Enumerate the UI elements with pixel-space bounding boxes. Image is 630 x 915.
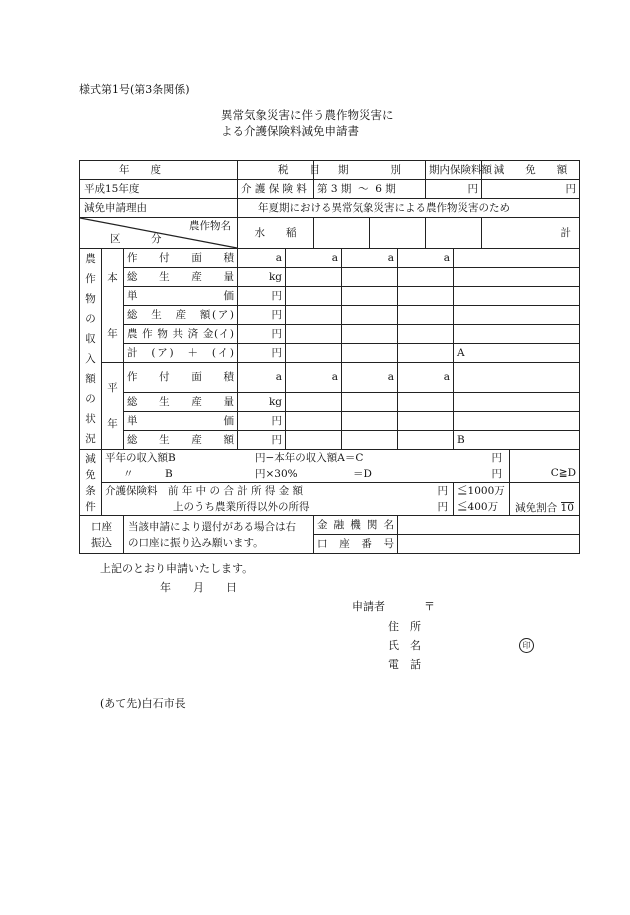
row-label-unit-price: 単 価 [124, 412, 238, 431]
formula-c-unit: 円 [491, 452, 503, 464]
unit-cell[interactable]: 円 [238, 306, 286, 325]
formula-c: 円−本年の収入額A＝C [255, 452, 364, 464]
period-cell[interactable] [314, 180, 426, 199]
value-cell[interactable] [342, 268, 398, 287]
value-cell[interactable] [342, 306, 398, 325]
unit-cell[interactable]: 円 [238, 412, 286, 431]
transfer-label-2: 振込 [91, 536, 112, 549]
reason-row [80, 199, 580, 218]
value-cell[interactable] [286, 431, 342, 450]
tax-item: 介 護 保 険 料 [241, 182, 307, 195]
this-year-sum-row [80, 344, 580, 363]
phone-label: 電 話 [388, 658, 421, 671]
limit-1000: ≦1000万 [457, 485, 505, 497]
reason-label: 減免申請理由 [80, 199, 238, 218]
value-cell[interactable] [342, 431, 398, 450]
this-year-mutual-aid-row [80, 325, 580, 344]
reason-text[interactable]: 年夏期における異常気象災害による農作物災害のため [238, 199, 580, 218]
value-cell[interactable] [398, 412, 454, 431]
reduction-application-table [79, 160, 580, 554]
normal-year-unit-price-row [80, 412, 580, 431]
side-char: 収 [85, 333, 96, 345]
value-cell[interactable] [342, 344, 398, 363]
value-cell[interactable] [398, 268, 454, 287]
conditions-char: 件 [85, 500, 96, 513]
total-cell[interactable] [454, 363, 580, 393]
col-header-period-amount: 期内保険料額 [426, 161, 482, 180]
transfer-label-1: 口座 [91, 520, 112, 533]
fiscal-row [80, 180, 580, 199]
row-label-total-production: 総 生 産 額 [124, 431, 238, 450]
row-label-area: 作 付 面 積 [124, 363, 238, 393]
form-number: 様式第1号(第3条関係) [79, 83, 190, 96]
condition-row-1 [80, 450, 580, 483]
fiscal-year-cell[interactable] [80, 180, 238, 199]
period-from: 第 3 期 [317, 182, 352, 195]
mark-b: B [457, 433, 465, 446]
total-income-unit: 円 [437, 485, 449, 497]
this-year-char: 本 [107, 271, 118, 284]
value-cell[interactable] [398, 393, 454, 412]
crop-category-diagonal-cell [80, 218, 238, 249]
value-cell[interactable] [286, 393, 342, 412]
period-amount-unit: 円 [467, 182, 479, 195]
unit-cell[interactable]: 円 [238, 287, 286, 306]
income-line-2 [105, 499, 450, 515]
row-label-unit-price: 単 価 [124, 287, 238, 306]
col-header-tax: 税 目 [238, 161, 314, 180]
conditions-label [80, 450, 102, 516]
row-label-production: 総 生 産 量 [124, 268, 238, 287]
condition-line-2 [105, 466, 506, 482]
account-number-label: 口 座 番 号 [314, 535, 398, 554]
col-header-reduction: 減 免 額 [482, 161, 580, 180]
unit-cell[interactable]: 円 [238, 325, 286, 344]
unit-cell[interactable]: a [398, 363, 454, 393]
value-cell[interactable] [342, 287, 398, 306]
total-income-label: 介護保険料 前 年 中 の 合 計 所 得 金 額 [105, 485, 304, 497]
total-cell[interactable] [454, 412, 580, 431]
total-header: 計 [482, 218, 580, 249]
normal-year-label [102, 363, 124, 450]
total-cell[interactable] [454, 306, 580, 325]
row-label-mutual-aid: 農 作 物 共 済 金(イ) [124, 325, 238, 344]
ditto-b: 〃 B [123, 468, 173, 480]
form-title-line1: 異常気象災害に伴う農作物災害に [221, 108, 394, 122]
category-header: 区 分 [110, 233, 172, 245]
side-char: の [85, 393, 96, 405]
income-line-1 [105, 483, 450, 499]
reduction-amount-cell[interactable] [482, 180, 580, 199]
addressee: (あて先)白石市長 [100, 697, 186, 710]
value-cell[interactable] [286, 412, 342, 431]
value-cell[interactable] [286, 306, 342, 325]
postal-mark: 〒 [424, 600, 435, 613]
unit-cell[interactable]: 円 [238, 344, 286, 363]
crop-header-row [80, 218, 580, 249]
row-label-area: 作 付 面 積 [124, 249, 238, 268]
formula-d: ＝D [353, 468, 372, 480]
conditions-char: 減 [85, 452, 96, 465]
side-char: 額 [85, 373, 96, 385]
row-label-sum: 計 (ア) ＋ (イ) [124, 344, 238, 363]
period-amount-cell[interactable] [426, 180, 482, 199]
normal-year-area-row [80, 363, 580, 393]
this-year-label [102, 249, 124, 363]
total-cell[interactable] [454, 268, 580, 287]
fiscal-year: 平成15年度 [84, 182, 140, 195]
normal-year-char: 年 [107, 418, 118, 430]
total-b-cell[interactable] [454, 431, 580, 450]
income-cell[interactable] [102, 483, 454, 516]
this-year-production-value-row [80, 306, 580, 325]
non-farm-income-unit: 円 [437, 501, 449, 513]
application-statement: 上記のとおり申請いたします。 [100, 562, 254, 575]
normal-income-b: 平年の収入額B [105, 452, 176, 464]
mark-a: A [457, 346, 465, 359]
side-char: 作 [85, 273, 96, 285]
transfer-text-1: 当該申請により還付がある場合は右 [128, 520, 296, 533]
normal-year-char: 平 [107, 382, 118, 394]
seal-icon: 印 [519, 638, 534, 653]
value-cell[interactable] [398, 287, 454, 306]
crop-name-header: 農作物名 [189, 220, 232, 232]
total-cell[interactable] [454, 249, 580, 268]
transfer-text-2: の口座に振り込み願います。 [128, 536, 264, 549]
crop-col-3[interactable] [370, 218, 426, 249]
crop-rice: 水 稲 [238, 218, 314, 249]
header-row [80, 161, 580, 180]
unit-cell[interactable]: a [286, 363, 342, 393]
unit-cell[interactable]: 円 [238, 431, 286, 450]
period-separator: 〜 [358, 182, 369, 195]
side-char: 物 [85, 293, 96, 305]
unit-cell[interactable]: kg [238, 268, 286, 287]
crop-col-2[interactable] [314, 218, 370, 249]
row-label-production: 総 生 産 量 [124, 393, 238, 412]
col-header-year: 年 度 [80, 161, 238, 180]
value-cell[interactable] [398, 325, 454, 344]
unit-cell[interactable]: a [286, 249, 342, 268]
conditions-char: 免 [85, 468, 96, 481]
value-cell[interactable] [342, 393, 398, 412]
period-to: 6 期 [375, 182, 396, 195]
this-year-unit-price-row [80, 287, 580, 306]
application-date[interactable]: 年 月 日 [160, 581, 237, 594]
unit-cell[interactable]: kg [238, 393, 286, 412]
transfer-row-1 [80, 516, 580, 535]
value-cell[interactable] [398, 431, 454, 450]
formula-30pct: 円×30% [255, 468, 298, 480]
non-farm-income-label: 上のうち農業所得以外の所得 [173, 501, 310, 513]
side-label-crop-income [80, 249, 102, 450]
unit-cell[interactable]: a [342, 249, 398, 268]
side-char: 農 [85, 253, 96, 265]
ratio-fraction [561, 494, 574, 513]
unit-cell[interactable]: a [342, 363, 398, 393]
side-char: の [85, 313, 96, 325]
side-char: 入 [85, 353, 96, 365]
this-year-char: 年 [107, 327, 118, 340]
this-year-area-row [80, 249, 580, 268]
value-cell[interactable] [286, 268, 342, 287]
condition-c-ge-d: C≧D [510, 450, 580, 483]
value-cell[interactable] [342, 412, 398, 431]
condition-line-1 [105, 450, 506, 466]
side-char: 況 [85, 433, 96, 445]
normal-year-total-row [80, 431, 580, 450]
limit-400: ≦400万 [457, 501, 499, 513]
unit-cell[interactable]: a [398, 249, 454, 268]
row-label-production-value: 総 生 産 額(ア) [124, 306, 238, 325]
value-cell[interactable] [398, 306, 454, 325]
seal-mark [519, 638, 534, 653]
ratio-cell[interactable] [510, 483, 580, 516]
this-year-production-row [80, 268, 580, 287]
ratio-denominator: 10 [560, 502, 574, 514]
unit-cell[interactable]: a [238, 249, 286, 268]
col-header-period: 期 別 [314, 161, 426, 180]
tax-item-cell [238, 180, 314, 199]
ratio-label: 減免割合 [515, 502, 558, 514]
side-char: 状 [85, 413, 96, 425]
bank-name-field[interactable] [398, 516, 580, 535]
value-cell[interactable] [286, 344, 342, 363]
limit-cell [454, 483, 510, 516]
value-cell[interactable] [342, 325, 398, 344]
name-label: 氏 名 [388, 639, 421, 652]
total-a-cell[interactable] [454, 344, 580, 363]
unit-cell[interactable]: a [238, 363, 286, 393]
transfer-label [80, 516, 124, 554]
formula-d-unit: 円 [491, 468, 503, 480]
value-cell[interactable] [286, 325, 342, 344]
condition-row-2 [80, 483, 580, 516]
total-cell[interactable] [454, 325, 580, 344]
bank-name-label: 金 融 機 関 名 [314, 516, 398, 535]
crop-col-4[interactable] [426, 218, 482, 249]
account-number-field[interactable] [398, 535, 580, 554]
address-label: 住 所 [388, 620, 421, 633]
value-cell[interactable] [286, 287, 342, 306]
normal-year-production-row [80, 393, 580, 412]
transfer-text [124, 516, 314, 554]
total-cell[interactable] [454, 393, 580, 412]
reduction-amount-unit: 円 [565, 182, 577, 195]
conditions-char: 条 [85, 484, 96, 497]
total-cell[interactable] [454, 287, 580, 306]
condition-formula-cell[interactable] [102, 450, 510, 483]
applicant-label: 申請者 [352, 600, 385, 613]
value-cell[interactable] [398, 344, 454, 363]
form-title-line2: よる介護保険料減免申請書 [221, 124, 359, 138]
